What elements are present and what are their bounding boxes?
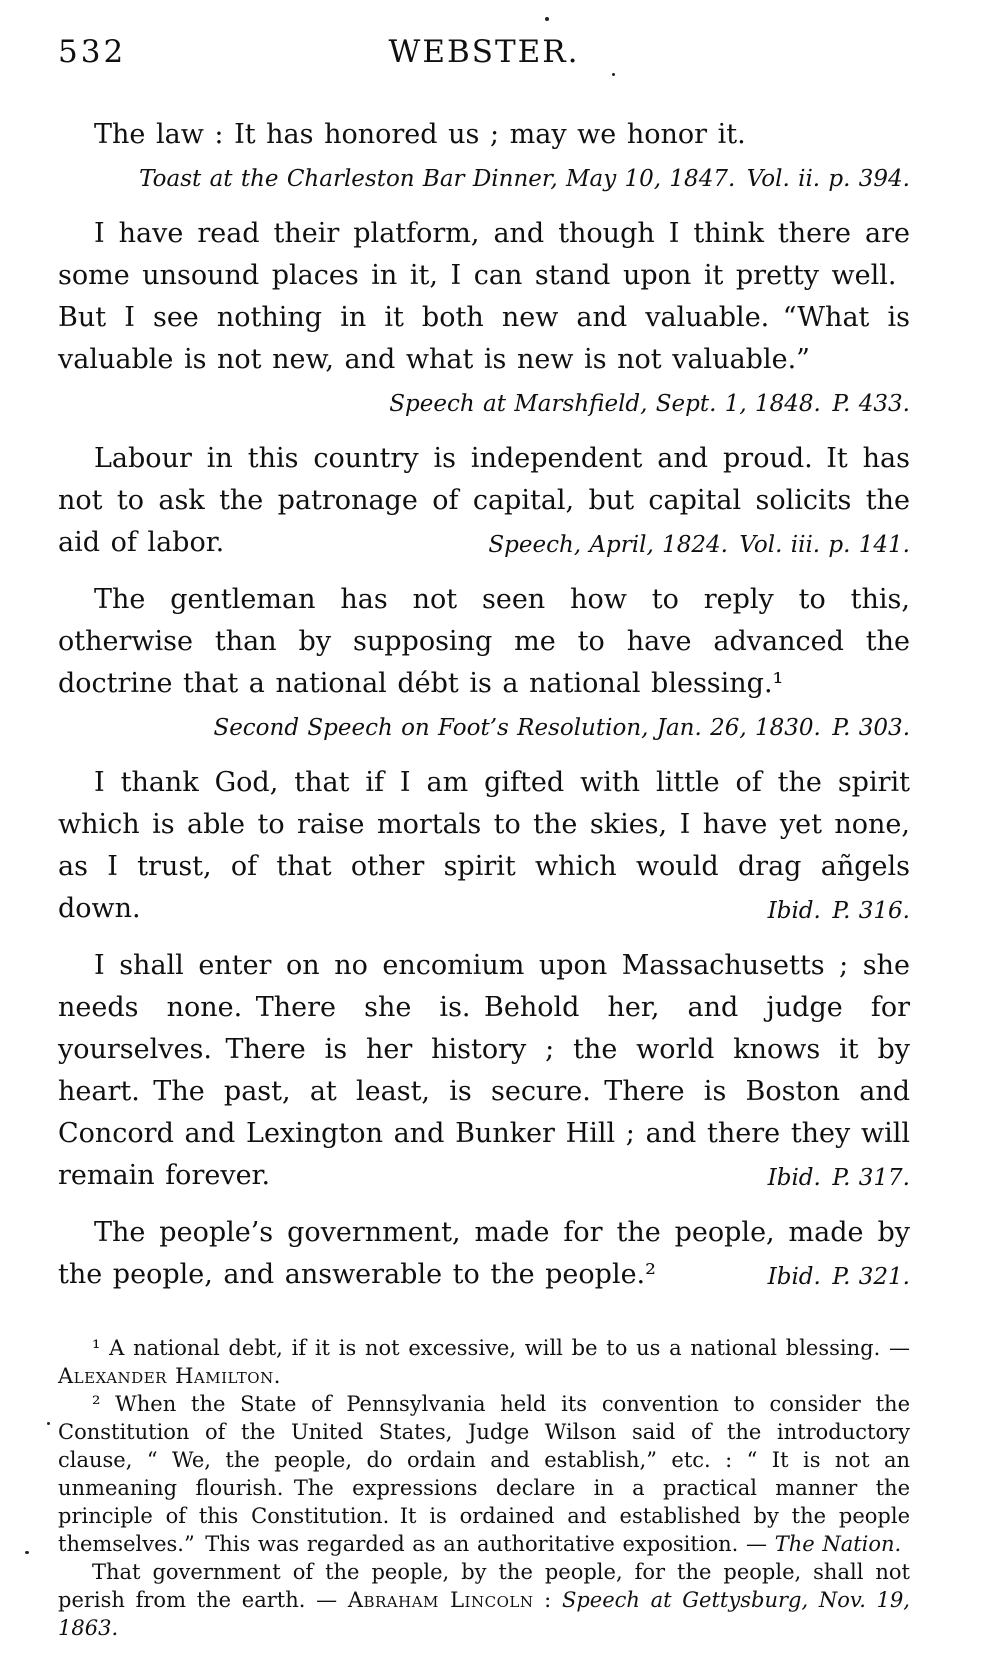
quote-paragraph xyxy=(58,213,910,425)
quote-citation: Toast at the Charleston Bar Dinner, May 10, 1847. Vol. ii. p. 394. xyxy=(139,166,910,192)
footnote-1 xyxy=(58,1334,910,1390)
quote-citation: Ibid. P. 317. xyxy=(767,1165,910,1191)
scan-speck xyxy=(545,17,549,21)
quote-text: The gentleman has not seen how to reply to this, otherwise than by supposing me to have advanced the doctrine that a national débt is a national blessing.¹ xyxy=(58,584,910,699)
quote-paragraph xyxy=(58,1212,910,1298)
footnote-3-author: Abraham Lincoln xyxy=(347,1588,534,1612)
quote-citation: Speech at Marshfield, Sept. 1, 1848. P. 433. xyxy=(389,391,910,417)
footnote-2-text: ² When the State of Pennsylvania held its convention to consider the Constitution of the United States, Judge Wilson said of the introductory clause, “ We, the people, do ordain and establish,” etc. : “ It is not an unmeaning flourish. The expressions declare in a practical manner the principle of this Constitution. It is ordained and established by the people themselves.” This was regarded as an authoritative exposition. — xyxy=(58,1392,910,1556)
quote-paragraph xyxy=(58,114,910,200)
quote-paragraph xyxy=(58,438,910,566)
quote-citation: Second Speech on Foot’s Resolution, Jan. 26, 1830. P. 303. xyxy=(213,715,910,741)
quote-citation: Ibid. P. 321. xyxy=(767,1264,910,1290)
footnote-2-source: The Nation. xyxy=(774,1532,902,1556)
quote-citation: Ibid. P. 316. xyxy=(767,898,910,924)
footnote-1-period: . xyxy=(273,1364,281,1388)
quote-text: I thank God, that if I am gifted with little of the spirit which is able to raise mortals to the skies, I have yet none, as I trust, of that other spirit which would drag añgels down. xyxy=(58,767,910,924)
quote-text: The law : It has honored us ; may we honor it. xyxy=(94,119,746,150)
quote-text: I shall enter on no encomium upon Massachusetts ; she needs none. There she is. Behold her, and judge for yourselves. There is her history ; the world knows it by heart. The past, at least, is secure. There is Boston and Concord and Lexington and Bunker Hill ; and there they will remain forever. xyxy=(58,950,910,1191)
quote-text: Labour in this country is independent and proud. It has not to ask the patronage of capital, but capital solicits the aid of labor. xyxy=(58,443,910,558)
footnote-3-separator: : xyxy=(533,1588,562,1612)
footnote-1-author: Alexander Hamilton xyxy=(58,1364,274,1388)
quote-paragraph xyxy=(58,945,910,1199)
quote-paragraph xyxy=(58,579,910,749)
footnote-2 xyxy=(58,1390,910,1558)
quotations-section xyxy=(58,114,910,1298)
footnotes-section xyxy=(58,1334,910,1642)
footnote-3-text: That government of the people, by the people, for the people, shall not perish from the earth. — xyxy=(58,1560,910,1612)
footnote-1-text: ¹ A national debt, if it is not excessive, will be to us a national blessing. — xyxy=(92,1336,910,1360)
scan-speck xyxy=(47,1422,50,1425)
scan-speck xyxy=(612,73,615,76)
scan-speck xyxy=(25,1551,29,1554)
running-header-title: WEBSTER. xyxy=(388,34,580,70)
quote-text: The people’s government, made for the people, made by the people, and answerable to the people.² xyxy=(58,1217,910,1290)
page-number: 532 xyxy=(58,34,127,70)
footnote-3 xyxy=(58,1558,910,1642)
running-header-row xyxy=(58,34,910,70)
footnote-3-source: Speech at Gettysburg, Nov. 19, 1863. xyxy=(58,1588,910,1640)
quote-citation: Speech, April, 1824. Vol. iii. p. 141. xyxy=(488,532,910,558)
quote-text: I have read their platform, and though I think there are some unsound places in it, I can stand upon it pretty well. But I see nothing in it both new and valuable. “What is valuable is not new, and what is new is not valuable.” xyxy=(58,218,910,375)
quote-paragraph xyxy=(58,762,910,932)
